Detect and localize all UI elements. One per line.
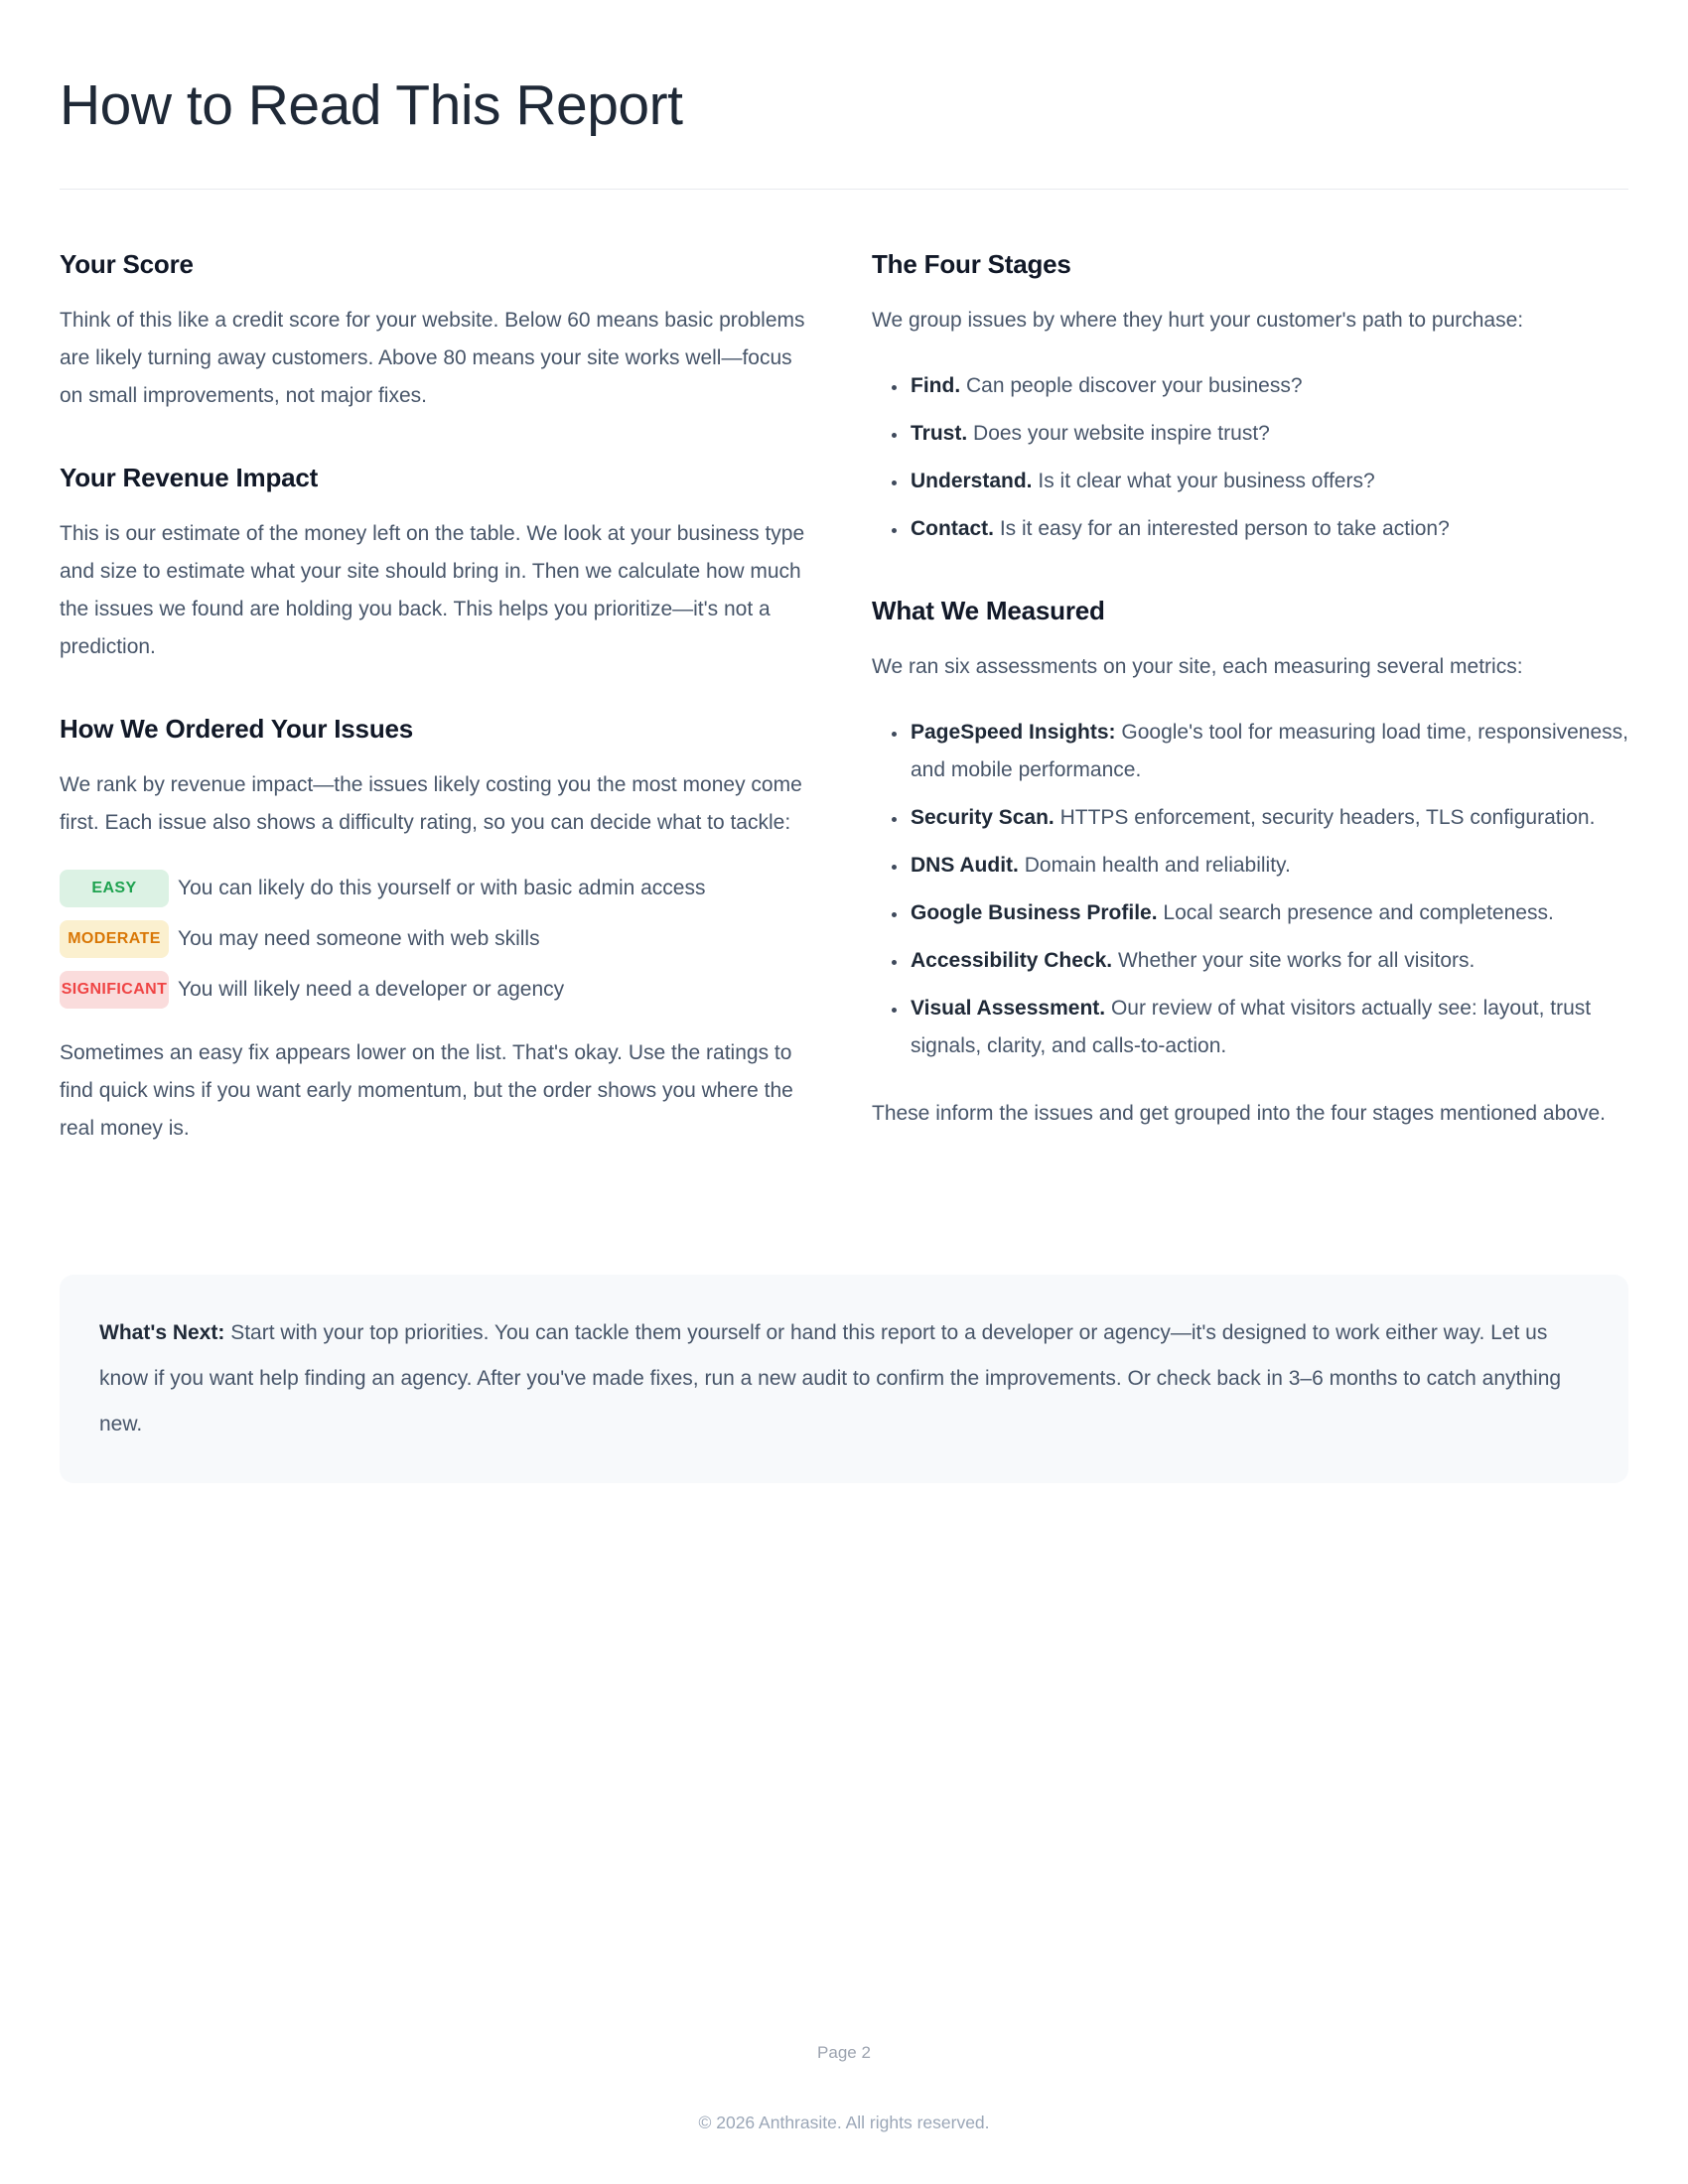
callout-paragraph (99, 1310, 1589, 1447)
rating-description: You may need someone with web skills (178, 926, 540, 950)
section-heading: Your Revenue Impact (60, 462, 319, 492)
page-number: Page 2 (817, 2043, 871, 2062)
significant-badge: SIGNIFICANT (60, 971, 169, 1009)
section-paragraph: These inform the issues and get grouped into the four stages mentioned above. (872, 1101, 1606, 1125)
callout-lead: What's Next: (99, 1320, 225, 1344)
item-lead: DNS Audit. (911, 853, 1019, 877)
item-lead: Understand. (911, 469, 1033, 492)
stage-item (909, 367, 1628, 405)
section-paragraph: We ran six assessments on your site, each measuring several metrics: (872, 654, 1523, 678)
easy-badge: EASY (60, 870, 169, 907)
measurement-item (909, 714, 1628, 789)
section-four-stages (872, 249, 1628, 548)
stage-item (909, 510, 1628, 548)
item-lead: Visual Assessment. (911, 996, 1106, 1020)
measurements-list (872, 714, 1628, 1065)
item-lead: Google Business Profile. (911, 900, 1158, 924)
item-lead: Security Scan. (911, 805, 1055, 829)
section-heading: The Four Stages (872, 248, 1071, 279)
item-lead: Contact. (911, 516, 994, 540)
measurement-item (909, 847, 1628, 885)
section-what-we-measured (872, 596, 1628, 1133)
rating-row-moderate (60, 920, 816, 958)
rating-description: You will likely need a developer or agency (178, 977, 565, 1001)
copyright-notice: © 2026 Anthrasite. All rights reserved. (698, 2113, 990, 2132)
item-lead: Trust. (911, 421, 968, 445)
section-paragraph: Sometimes an easy fix appears lower on the list. That's okay. Use the ratings to find quick wins if you want early momentum, but the order shows you where the real money is. (60, 1040, 793, 1140)
item-text: Domain health and reliability. (1024, 853, 1291, 877)
four-stages-list (872, 367, 1628, 548)
item-lead: Find. (911, 373, 961, 397)
section-paragraph: This is our estimate of the money left on the table. We look at your business type and size to estimate what your site should bring in. Then we calculate how much the issues we found are holding you back. This helps you prioritize—it's not a prediction. (60, 521, 805, 658)
rating-description: You can likely do this yourself or with basic admin access (178, 876, 706, 899)
two-column-layout (60, 249, 1628, 1195)
section-heading: What We Measured (872, 595, 1105, 625)
item-lead: PageSpeed Insights: (911, 720, 1116, 744)
section-paragraph: We group issues by where they hurt your customer's path to purchase: (872, 308, 1524, 332)
measurement-item (909, 990, 1628, 1065)
section-revenue-impact (60, 463, 816, 666)
moderate-badge: MODERATE (60, 920, 169, 958)
difficulty-ratings (60, 870, 816, 1009)
item-text: Whether your site works for all visitors. (1117, 948, 1476, 972)
section-paragraph: We rank by revenue impact—the issues likely costing you the most money come first. Each issue also shows a difficulty rating, so you can decide what to tackle: (60, 772, 802, 834)
item-text: HTTPS enforcement, security headers, TLS configuration. (1059, 805, 1596, 829)
measurement-item (909, 894, 1628, 932)
callout-text: Start with your top priorities. You can tackle them yourself or hand this report to a developer or agency—it's designed to work either way. Let us know if you want help finding an agency. After you've made fixes, run a new audit to confirm the improvements. Or check back in 3–6 months to catch anything new. (99, 1320, 1562, 1435)
rating-row-significant (60, 971, 816, 1009)
measurement-item (909, 942, 1628, 980)
item-text: Can people discover your business? (966, 373, 1303, 397)
title-divider (60, 189, 1628, 190)
section-how-we-ordered (60, 714, 816, 1148)
left-column (60, 249, 816, 1195)
section-paragraph: Think of this like a credit score for your website. Below 60 means basic problems are likely turning away customers. Above 80 means your site works well—focus on small improvements, not major fixes. (60, 308, 805, 407)
rating-row-easy (60, 870, 816, 907)
section-heading: How We Ordered Your Issues (60, 713, 414, 744)
page-title: How to Read This Report (60, 73, 683, 137)
item-text: Google's tool for measuring load time, responsiveness, and mobile performance. (911, 720, 1628, 781)
measurement-item (909, 799, 1628, 837)
item-text: Our review of what visitors actually see: layout, trust signals, clarity, and calls-to-action. (911, 996, 1592, 1057)
section-your-score (60, 249, 816, 415)
item-lead: Accessibility Check. (911, 948, 1113, 972)
stage-item (909, 415, 1628, 453)
item-text: Is it easy for an interested person to take action? (999, 516, 1450, 540)
right-column (872, 249, 1628, 1180)
item-text: Is it clear what your business offers? (1038, 469, 1375, 492)
whats-next-callout (60, 1275, 1628, 1483)
item-text: Does your website inspire trust? (973, 421, 1270, 445)
item-text: Local search presence and completeness. (1163, 900, 1554, 924)
section-heading: Your Score (60, 248, 194, 279)
stage-item (909, 463, 1628, 500)
